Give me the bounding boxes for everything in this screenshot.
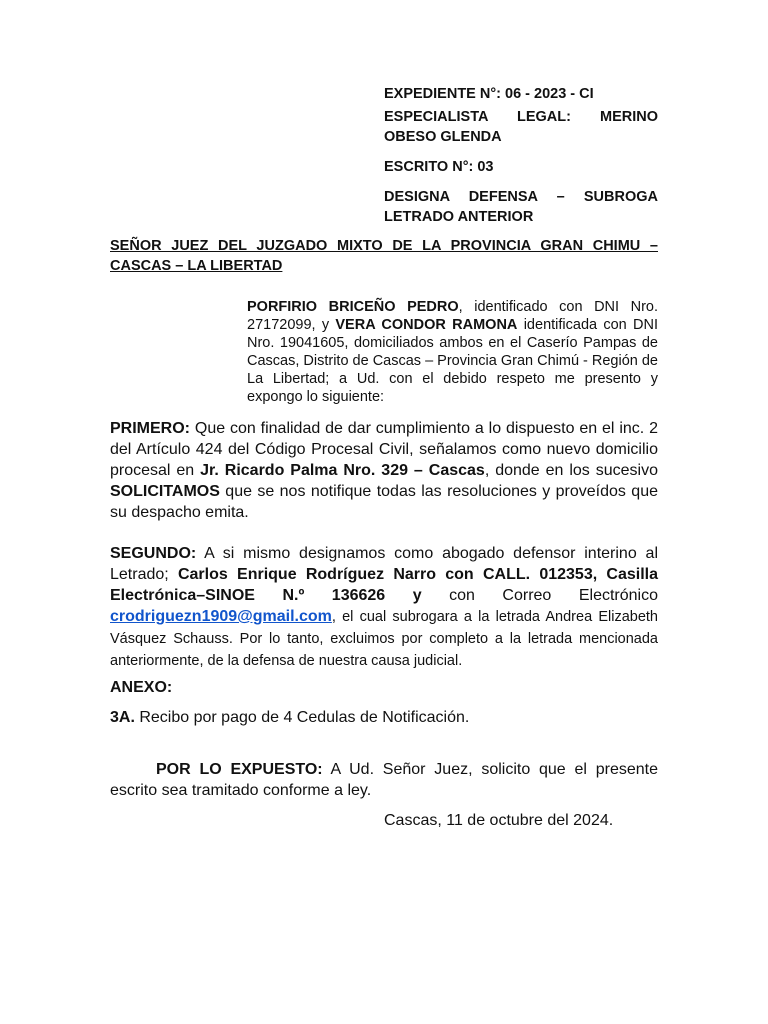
plaintiff-name-2: VERA CONDOR RAMONA — [335, 317, 518, 333]
intro-text-2: identificada con DNI Nro. 19041605, domiciliados ambos en el Caserío Pampas de Cascas, Distrito de Cascas – Provincia Gran Chimú - Región de La Libertad; a Ud. con el debido respeto me presento y expongo lo siguiente: — [247, 317, 659, 405]
summary-line1: DESIGNA DEFENSA – SUBROGA — [384, 189, 658, 205]
lawyer-email-link[interactable]: crodriguezn1909@gmail.com — [110, 608, 332, 625]
second-text-3: , el cual subrogara a la letrada Andrea Elizabeth Vásquez Schauss. Por lo tanto, excluimos por completo a la letrada mencionada anteriormente, de la defensa de nuestra causa judicial. — [110, 609, 658, 669]
first-text-3: que se nos notifique todas las resoluciones y proveídos que su despacho emita. — [110, 483, 658, 521]
procedural-address: Jr. Ricardo Palma Nro. 329 – Cascas — [200, 462, 485, 479]
first-label: PRIMERO: — [110, 420, 190, 437]
second-text-1: A si mismo designamos como abogado defensor interino al Letrado; — [110, 545, 658, 583]
conclusion-paragraph — [110, 759, 658, 801]
annex-title: ANEXO: — [110, 679, 173, 696]
second-label: SEGUNDO: — [110, 545, 197, 562]
intro-text-1: , identificado con DNI Nro. 27172099, y — [247, 299, 658, 333]
legal-specialist-line2: OBESO GLENDA — [384, 129, 502, 145]
second-text-2: con Correo Electrónico — [421, 587, 658, 604]
lawyer-details: Carlos Enrique Rodríguez Narro con CALL. 012353, Casilla Electrónica–SINOE N.º 136626 y — [110, 566, 658, 604]
annex-item — [110, 707, 658, 728]
conclusion-label: POR LO EXPUESTO: — [156, 761, 323, 778]
place-and-date: Cascas, 11 de octubre del 2024. — [384, 812, 614, 829]
case-header — [384, 84, 658, 237]
annex-item-text: Recibo por pago de 4 Cedulas de Notificación. — [134, 709, 470, 726]
request-keyword: SOLICITAMOS — [110, 483, 220, 500]
addressee-line1: SEÑOR JUEZ DEL JUZGADO MIXTO DE LA PROVINCIA GRAN CHIMU – — [110, 238, 658, 254]
first-text-1: Que con finalidad de dar cumplimiento a lo dispuesto en el inc. 2 del Artículo 424 del Código Procesal Civil, señalamos como nuevo domicilio procesal en — [110, 420, 658, 479]
legal-specialist-line1: ESPECIALISTA LEGAL: MERINO — [384, 109, 658, 125]
first-paragraph — [110, 418, 658, 523]
summary — [384, 187, 658, 227]
addressee — [110, 236, 658, 276]
conclusion-text: A Ud. Señor Juez, solicito que el presente escrito sea tramitado conforme a ley. — [110, 761, 659, 799]
plaintiff-name-1: PORFIRIO BRICEÑO PEDRO — [247, 299, 459, 315]
case-number: EXPEDIENTE N°: 06 - 2023 - CI — [384, 86, 594, 102]
filing-number: ESCRITO N°: 03 — [384, 159, 494, 175]
annex-item-label: 3A. — [110, 709, 135, 726]
legal-specialist — [384, 107, 658, 147]
second-paragraph — [110, 543, 658, 672]
summary-line2: LETRADO ANTERIOR — [384, 209, 534, 225]
first-text-2: , donde en los sucesivo — [484, 462, 658, 479]
intro-paragraph — [247, 298, 658, 406]
addressee-line2: CASCAS – LA LIBERTAD — [110, 258, 283, 274]
